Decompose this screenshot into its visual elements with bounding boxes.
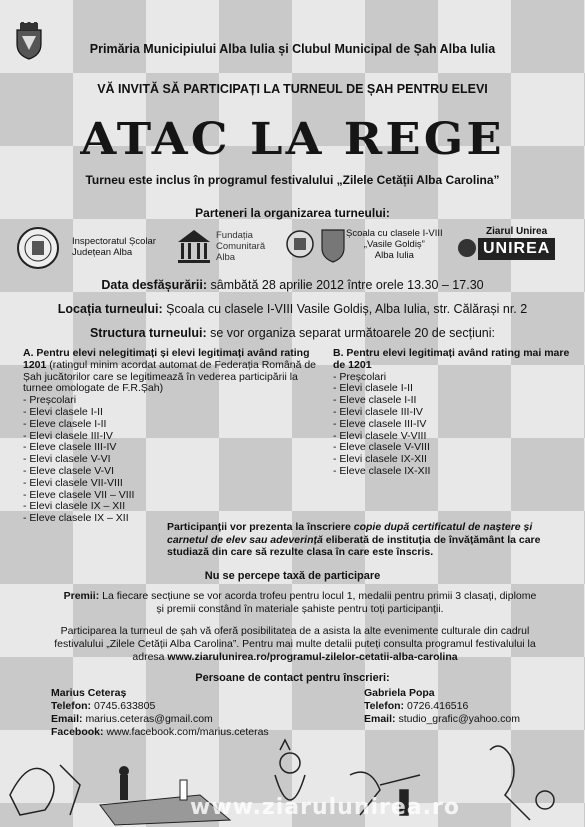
- note-text-1: Participanții vor prezenta la înscriere: [167, 521, 354, 533]
- section-b-title: B. Pentru elevi legitimați având rating mai mare de 1201: [333, 347, 570, 371]
- festival-program-link[interactable]: www.ziarulunirea.ro/programul-zilelor-cetatii-alba-carolina: [167, 651, 458, 663]
- culture-text: Participarea la turneul de șah vă oferă posibilitatea de a asista la alte evenimente culturale din cadrul festivalului „Zilele Cetății Alba Carolina”. Pentru mai multe detalii puteți consulta programul festivalului la adresa: [54, 625, 536, 663]
- phone-value: 0745.633805: [93, 700, 156, 712]
- facebook-link[interactable]: www.facebook.com/marius.ceteras: [106, 726, 269, 738]
- registration-note: [167, 521, 567, 559]
- king-figure-sketch-icon: [275, 740, 305, 800]
- structure-value: se vor organiza separat următoarele 20 de secțiuni:: [210, 326, 496, 340]
- partners-title: Parteneri la organizarea turneului:: [195, 206, 390, 220]
- contact-marius: [51, 687, 311, 739]
- section-item: - Elevi clasele VII-VIII: [23, 476, 123, 489]
- section-item: - Eleve clasele IX – XII: [23, 512, 129, 525]
- structure-label: Structura turneului:: [89, 326, 207, 340]
- section-item: - Eleve clasele I-II: [23, 417, 107, 430]
- section-item: - Preșcolari: [23, 394, 77, 407]
- section-item: - Elevi clasele IX – XII: [23, 500, 126, 513]
- facebook-label: Facebook:: [51, 726, 104, 738]
- section-item: - Eleve clasele III-IV: [333, 417, 427, 430]
- poster-title: ATAC LA REGE: [80, 114, 505, 165]
- section-item: - Elevi clasele I-II: [23, 405, 103, 418]
- section-item: - Eleve clasele III-IV: [23, 441, 117, 454]
- watermark: www.ziarulunirea.ro: [190, 795, 460, 820]
- section-item: - Elevi clasele V-VIII: [333, 429, 427, 442]
- email-label: Email:: [51, 713, 83, 725]
- cultural-events: [45, 625, 545, 664]
- fca-building-icon: [176, 226, 212, 266]
- date-label: Data desfășurării:: [101, 278, 207, 292]
- phone-value: 0726.416516: [406, 700, 469, 712]
- partner-isj: Inspectoratul Școlar Județean Alba: [72, 236, 156, 258]
- section-a-description: (ratingul minim acordat automat de Federația Română de Șah jucătorilor care se legitimează în vederea participării la turnee omologate de F.R.Șah): [23, 358, 317, 395]
- section-item: - Elevi clasele IX-XII: [333, 453, 427, 466]
- section-item: - Eleve clasele IX-XII: [333, 464, 431, 477]
- fee-notice: Nu se percepe taxă de participare: [204, 570, 381, 582]
- section-b-list: [333, 372, 573, 478]
- partner-school: Școala cu clasele I-VIII „Vasile Goldiș” Alba Iulia: [346, 228, 443, 261]
- unirea-crest-icon: [456, 238, 478, 258]
- event-structure: [0, 326, 585, 340]
- email-value[interactable]: studio_grafic@yahoo.com: [398, 713, 520, 725]
- unirea-logo: UNIREA: [478, 238, 555, 260]
- section-a-title: A. Pentru elevi nelegitimați și elevi legitimați având rating 1201: [23, 347, 310, 371]
- phone-label: Telefon:: [364, 700, 405, 712]
- contact-name: Marius Ceteraș: [51, 687, 127, 699]
- prizes: [60, 590, 540, 616]
- section-item: - Eleve clasele VII – VIII: [23, 488, 135, 501]
- section-item: - Elevi clasele III-IV: [23, 429, 113, 442]
- section-item: - Elevi clasele V-VI: [23, 453, 111, 466]
- prizes-text: La fiecare secțiune se vor acorda trofeu pentru locul 1, medalii pentru primii 3 clasați, diplome și premii constând în materiale șahiste pentru toți participanții.: [102, 590, 537, 615]
- note-text-2: eliberată de instituția de învățământ la care studiază din care să rezulte clasa în care este înscris.: [167, 533, 541, 558]
- contacts-title: Persoane de contact pentru înscrieri:: [195, 672, 390, 684]
- partner-unirea-label: Ziarul Unirea: [486, 226, 548, 237]
- location-value: Școala cu clasele I-VIII Vasile Goldiș, Alba Iulia, str. Călărași nr. 2: [166, 302, 528, 316]
- prizes-label: Premii:: [63, 590, 100, 602]
- section-item: - Eleve clasele V-VIII: [333, 441, 430, 454]
- organizers-line: Primăria Municipiului Alba Iulia și Clubul Municipal de Șah Alba Iulia: [89, 42, 496, 56]
- section-item: - Elevi clasele III-IV: [333, 405, 423, 418]
- invitation-line: VĂ INVITĂ SĂ PARTICIPAȚI LA TURNEUL DE ȘAH PENTRU ELEVI: [97, 82, 488, 96]
- jester-sketch-icon: [490, 746, 554, 820]
- section-item: - Eleve clasele I-II: [333, 394, 417, 407]
- section-a-list: [23, 395, 323, 525]
- isj-seal-icon: [16, 226, 60, 270]
- festival-line: Turneu este inclus în programul festivalului „Zilele Cetății Alba Carolina”: [85, 173, 500, 187]
- contact-name: Gabriela Popa: [364, 687, 435, 699]
- section-item: - Elevi clasele I-II: [333, 382, 413, 395]
- partners-logos: [16, 226, 569, 270]
- event-location: [0, 302, 585, 316]
- date-value: sâmbătă 28 aprilie 2012 între orele 13.30 – 17.30: [210, 278, 484, 292]
- section-b: [333, 348, 573, 478]
- school-emblem-icon: [286, 226, 348, 268]
- contact-gabriela: [364, 687, 574, 726]
- note-documents: copie după certificatul de naștere și carnetul de elev sau adeverință: [167, 521, 533, 546]
- section-item: - Eleve clasele V-VI: [23, 464, 115, 477]
- email-label: Email:: [364, 713, 396, 725]
- phone-label: Telefon:: [51, 700, 92, 712]
- section-a: [23, 348, 323, 525]
- email-value[interactable]: marius.ceteras@gmail.com: [85, 713, 213, 725]
- event-date: [0, 278, 585, 292]
- location-label: Locația turneului:: [57, 302, 163, 316]
- section-item: - Preșcolari: [333, 370, 387, 383]
- partner-fca: Fundația Comunitară Alba: [216, 230, 266, 263]
- knight-sketch-icon: [10, 765, 80, 815]
